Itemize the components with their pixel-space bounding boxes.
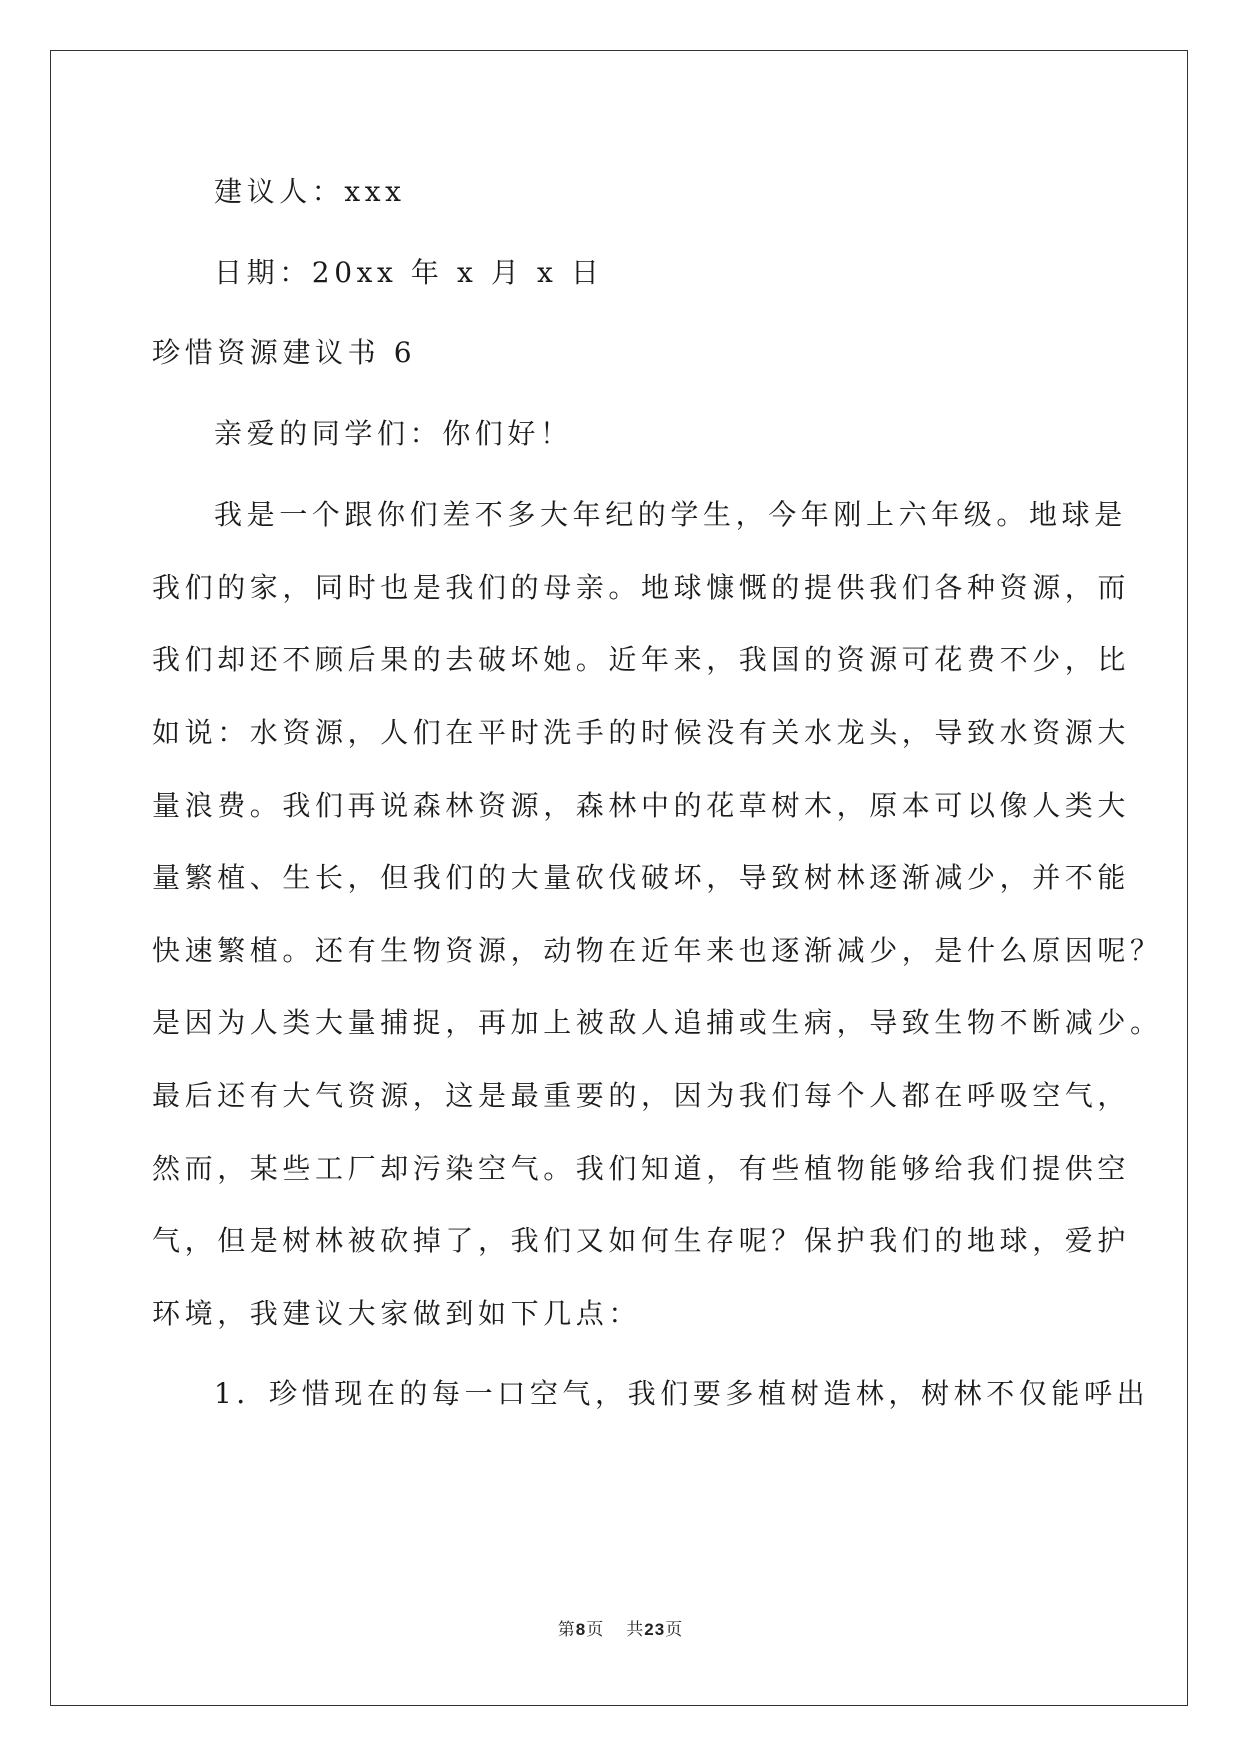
greeting-line: 亲爱的同学们：你们好！: [214, 417, 573, 450]
paragraph-line: 然而，某些工厂却污染空气。我们知道，有些植物能够给我们提供空: [152, 1152, 1131, 1185]
paragraph-line: 环境，我建议大家做到如下几点：: [152, 1297, 642, 1330]
date-line: 日期：20xx 年 x 月 x 日: [214, 256, 604, 289]
paragraph-line: 快速繁植。还有生物资源，动物在近年来也逐渐减少，是什么原因呢？: [152, 934, 1163, 967]
total-unit: 页: [665, 1620, 684, 1640]
paragraph-line: 量繁植、生长，但我们的大量砍伐破坏，导致树林逐渐减少，并不能: [152, 861, 1131, 894]
total-prefix: 共: [626, 1620, 645, 1640]
current-page-number: 8: [575, 1620, 587, 1639]
paragraph-line: 我们的家，同时也是我们的母亲。地球慷慨的提供我们各种资源，而: [152, 571, 1131, 604]
section-title: 珍惜资源建议书 6: [152, 336, 417, 369]
page-unit: 页: [586, 1620, 605, 1640]
paragraph-line: 我是一个跟你们差不多大年纪的学生，今年刚上六年级。地球是: [214, 498, 1127, 531]
total-page-count: 23: [644, 1620, 666, 1639]
page-footer: [0, 1618, 1241, 1642]
paragraph-line: 如说：水资源，人们在平时洗手的时候没有关水龙头，导致水资源大: [152, 716, 1131, 749]
paragraph-line: 是因为人类大量捕捉，再加上被敌人追捕或生病，导致生物不断减少。: [152, 1006, 1163, 1039]
paragraph-line: 量浪费。我们再说森林资源，森林中的花草树木，原本可以像人类大: [152, 789, 1131, 822]
paragraph-line: 最后还有大气资源，这是最重要的，因为我们每个人都在呼吸空气，: [152, 1079, 1131, 1112]
proposer-line: 建议人：xxx: [214, 175, 406, 208]
paragraph-line: 我们却还不顾后果的去破坏她。近年来，我国的资源可花费不少，比: [152, 643, 1131, 676]
page-prefix: 第: [557, 1620, 576, 1640]
list-item-line: 1．珍惜现在的每一口空气，我们要多植树造林，树林不仅能呼出: [214, 1377, 1150, 1410]
paragraph-line: 气，但是树林被砍掉了，我们又如何生存呢？保护我们的地球，爱护: [152, 1224, 1131, 1257]
